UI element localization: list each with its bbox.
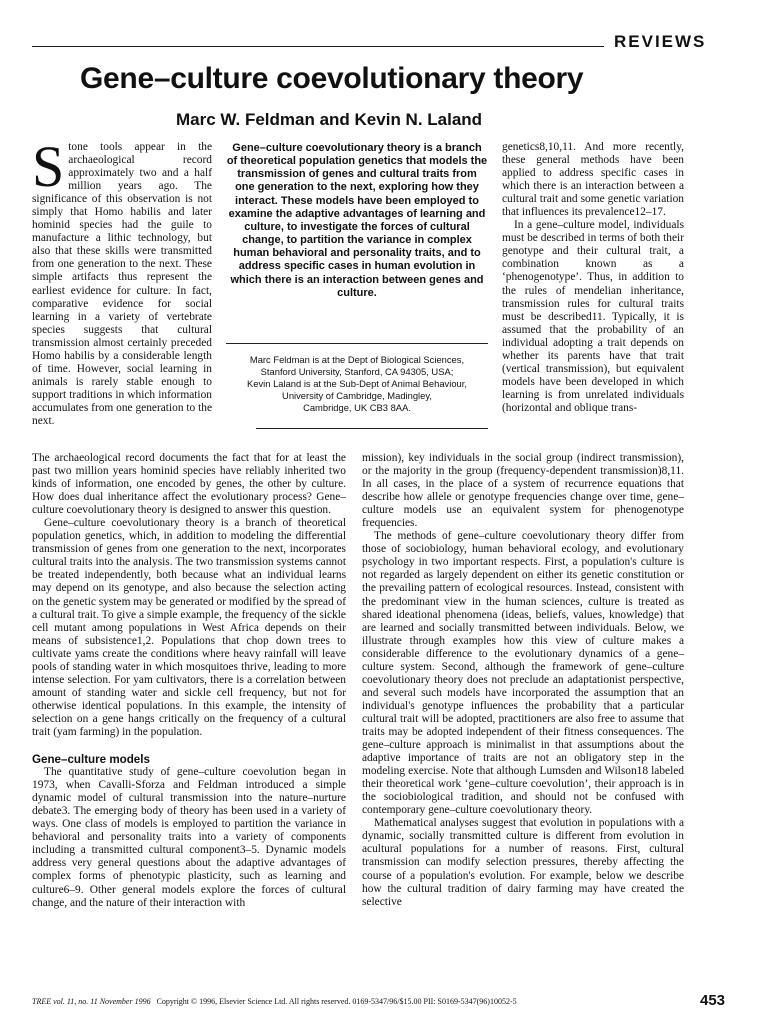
footer-citation <box>32 997 517 1006</box>
header-rule <box>32 46 604 47</box>
paragraph: The archaeological record documents the fact that for at least the past two million years hominid species have reliably inherited two kinds of information, one encoded by genes, the other by culture. How does dual inheritance affect the evolutionary process? Gene–culture coevolutionary theory is designed to answer this question. <box>32 452 346 517</box>
journal-citation: TREE vol. 11, no. 11 November 1996 <box>32 997 151 1006</box>
page-number: 453 <box>700 992 726 1009</box>
drop-cap: S <box>32 134 65 199</box>
affiliation-rule <box>256 428 488 429</box>
copyright-notice: Copyright © 1996, Elsevier Science Ltd. All rights reserved. 0169-5347/96/$15.00 PII: S0169-5347(96)10052-5 <box>156 997 517 1006</box>
paragraph: In a gene–culture model, individuals must be described in terms of both their genotype and their cultural trait, a combination known as a ‘phenogenotype’. Thus, in addition to the rules of mendelian inheritance, transmission rules for cultural traits must be described11. Typically, it is assumed that the probability of an individual adopting a trait depends on whether its parents have that trait (vertical transmission), but equivalent models have been developed in which learning is from unrelated individuals (horizontal and oblique trans- <box>502 219 684 414</box>
article-title: Gene–culture coevolutionary theory <box>80 62 584 95</box>
right-top-column <box>502 141 684 415</box>
paragraph: The methods of gene–culture coevolutionary theory differ from those of sociobiology, human behavioral ecology, and evolutionary psychology in two important respects. First, a population's culture is not regarded as largely dependent on either its genetic constitution or the prevailing pattern of ecological resources. Instead, consistent with the predominant view in the human sciences, culture is treated as shared ideational phenomena (ideas, beliefs, values, knowledge) that are learned and socially transmitted between individuals. Below, we illustrate through examples how this view of culture makes a considerable difference to the evolutionary dynamics of a gene–culture system. Second, although the framework of gene–culture coevolutionary theory does not preclude an adaptationist perspective, and several such models have incorporated the assumption that an individual's genotype influences the probability that a particular cultural trait will be adopted, practitioners are also free to assume that traits may be adopted independent of their fitness consequences. The gene–culture approach is minimalist in that assumptions about the adaptive importance of traits are not an obligatory step in the modeling exercise. Note that although Lumsden and Wilson18 labeled their theoretical work ‘gene–culture coevolution’, their approach is in the sociobiological tradition, and should not be confused with contemporary gene–culture coevolutionary theory. <box>362 530 684 817</box>
paragraph: genetics8,10,11. And more recently, these general methods have been applied to address specific cases in which there is an interaction between a cultural trait and some genetic variation that influences its prevalence12–17. <box>502 141 684 219</box>
paragraph: mission), key individuals in the social group (indirect transmission), or the majority in the group (frequency-dependent transmission)8,11. In all cases, in the place of a system of recurrence equations that describe how allele or genotype frequencies change over time, gene–culture models use an equivalent system for phenogenotype frequencies. <box>362 452 684 530</box>
abstract-rule <box>226 343 488 344</box>
intro-paragraph <box>32 134 212 450</box>
affiliation <box>226 354 488 414</box>
paragraph: Mathematical analyses suggest that evolution in populations with a dynamic, socially transmitted culture is different from evolution in acultural populations for a number of reasons. First, cultural transmission can modify selection pressures, thereby affecting the course of a population's evolution. For example, below we describe how the cultural tradition of dairy farming may have created the selective <box>362 817 684 908</box>
paragraph: Gene–culture coevolutionary theory is a branch of theoretical population genetics, which, in addition to modeling the differential transmission of genes from one generation to the next, incorporates cultural traits into the analysis. The two transmission systems cannot be treated independently, both because what an individual learns may depend on its genotype, and also because the selection acting on the genetic system may be generated or modified by the spread of a cultural trait. To give a simple example, the frequency of the sickle cell mutant among populations in West Africa depends on their means of subsistence1,2. Populations that chop down trees to cultivate yams create the conditions where heavy rainfall will leave pools of standing water in which mosquitoes thrive, leading to more intense selection. For yam cultivators, there is a correlation between amount of standing water and sickle cell frequency, but not for otherwise identical populations. In this example, the intensity of selection on a gene hangs critically on the frequency of a cultural trait (yam farming) in the population. <box>32 517 346 738</box>
abstract: Gene–culture coevolutionary theory is a branch of theoretical population genetics that models the transmission of genes and cultural traits from one generation to the next, exploring how they interact. These models have been employed to examine the adaptive advantages of learning and culture, to investigate the forces of cultural change, to partition the variance in complex human behavioral and personality traits, and to address specific cases in human evolution in which there is an interaction between genes and culture. <box>226 142 488 299</box>
intro-text: tone tools appear in the archaeological record approximately two and a half million years ago. The significance of this observation is not simply that Homo habilis and later hominid species had the guile to manufacture a lithic technology, but also that these skills were transmitted from one generation to the next. These simple artifacts thus represent the earliest evidence for culture. In fact, comparative evidence for social learning in a variety of vertebrate species suggests that cultural transmission almost certainly preceded Homo habilis by a considerable length of time. However, social learning in animals is rarely stable enough to support traditions in which information accumulates from one generation to the next. <box>32 141 212 427</box>
affiliation-line: Marc Feldman is at the Dept of Biological Sciences, <box>249 354 465 365</box>
paragraph: The quantitative study of gene–culture coevolution began in 1973, when Cavalli-Sforza and Feldman introduced a simple dynamic model of cultural transmission into the nature–nurture debate3. The emerging body of theory has been used in a variety of ways. One class of models is employed to partition the variance in behavioral and personality traits into a variety of components including a transmitted cultural component3–5. Dynamic models address very general questions about the adaptive advantages of complex forms of phenotypic plasticity, such as learning and culture6–9. Other general models explore the forces of cultural change, and the nature of their interaction with <box>32 766 346 909</box>
affiliation-line: University of Cambridge, Madingley, <box>282 390 432 401</box>
left-body-column <box>32 452 346 910</box>
affiliation-line: Cambridge, UK CB3 8AA. <box>303 402 411 413</box>
affiliation-line: Stanford University, Stanford, CA 94305, USA; <box>260 366 454 377</box>
section-label: REVIEWS <box>614 32 707 51</box>
right-body-column <box>362 452 684 909</box>
section-heading: Gene–culture models <box>32 753 150 767</box>
article-authors: Marc W. Feldman and Kevin N. Laland <box>176 110 483 129</box>
affiliation-line: Kevin Laland is at the Sub-Dept of Animal Behaviour, <box>247 378 467 389</box>
